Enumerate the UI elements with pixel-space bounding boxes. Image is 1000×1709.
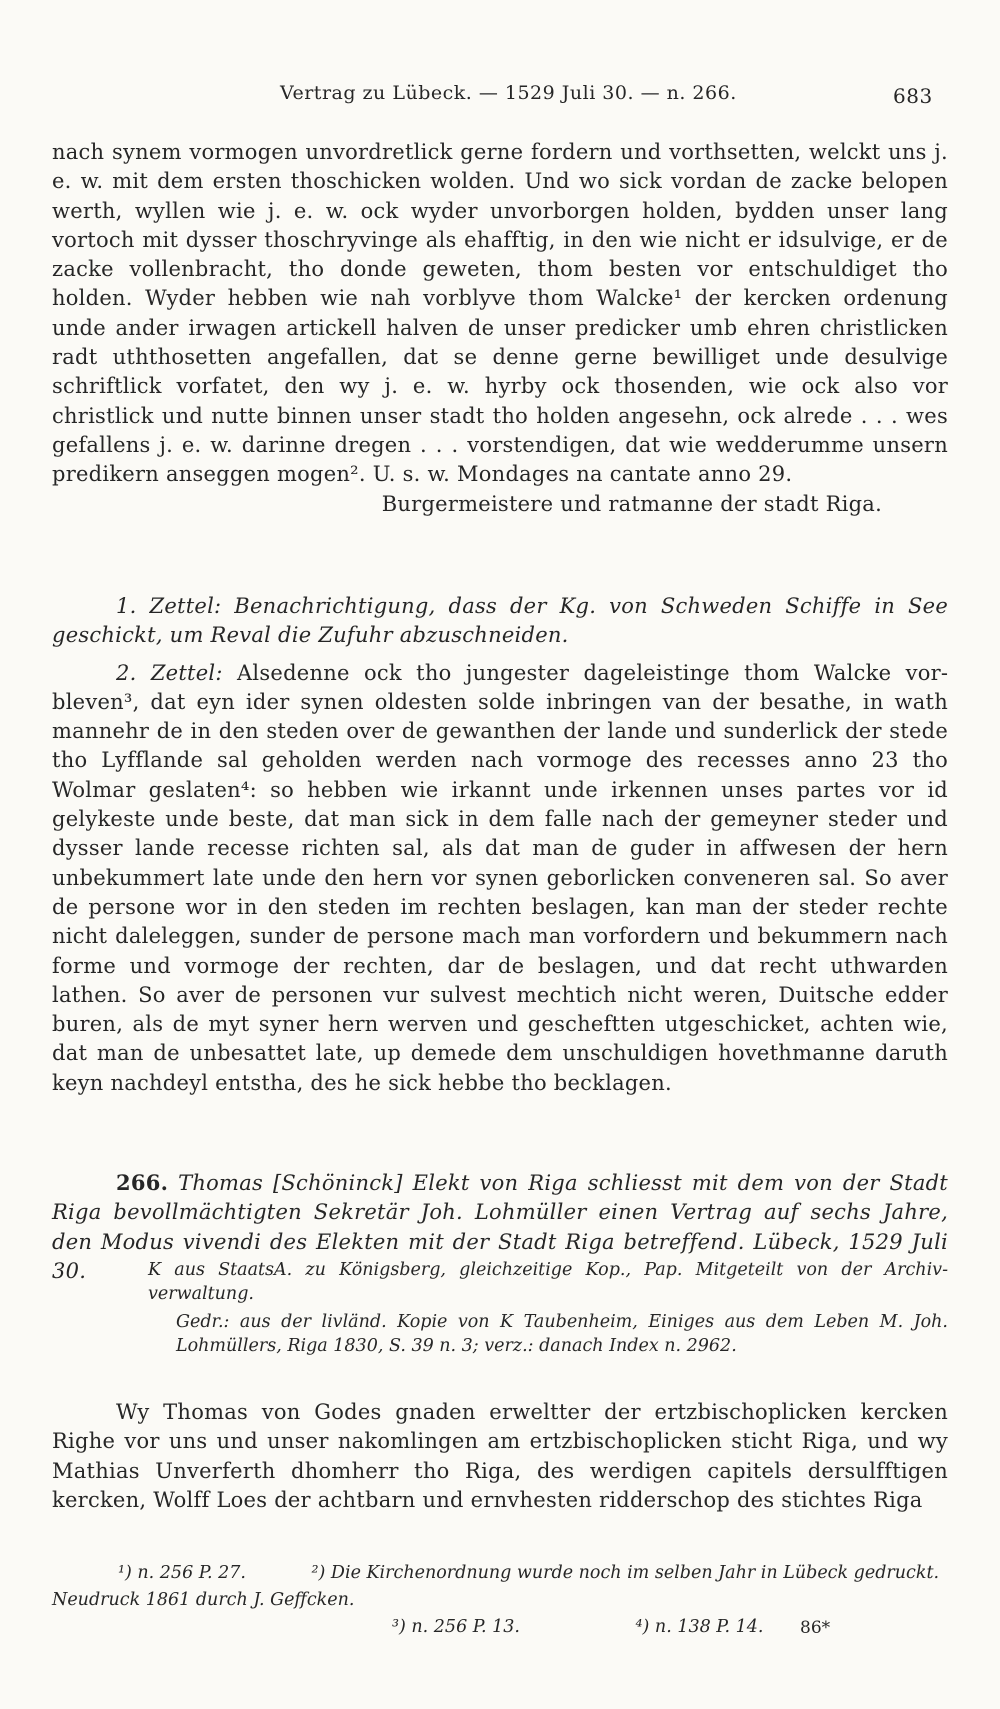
footnote-4: ⁴) n. 138 P. 14. xyxy=(635,1617,764,1637)
page-number: 683 xyxy=(893,84,933,108)
document-266-text-block xyxy=(52,1398,948,1515)
document-number: 266. xyxy=(116,1170,169,1195)
footnote-1: ¹) n. 256 P. 27. xyxy=(118,1563,246,1583)
zettel-1: 1. Zettel: Benachrichtigung, dass der Kg. von Schweden Schiffe in See geschickt, um Reval die Zufuhr abzuschneiden. xyxy=(52,594,948,648)
zettel-block xyxy=(52,592,948,1098)
document-heading-text: Thomas [Schöninck] Elekt von Riga schliesst mit dem von der Stadt Riga bevollmächtigten Sekretär Joh. Lohmüller einen Vertrag auf sechs Jahre, den Modus vivendi des Elekten mit der Stadt Riga betreffend. Lübeck, 1529 Juli 30. xyxy=(52,1171,948,1283)
signature-mark: 86* xyxy=(800,1618,831,1638)
source-notes xyxy=(148,1258,948,1358)
zettel-2-text: Alsedenne ock tho jungester dageleistinge thom Walcke vorbleven³, dat eyn ider synen oldesten solde inbringen van der besathe, in wath mannehr de in den steden over de gewanthen der lande und sunderlick der stede tho Lyfflande sal geholden werden nach vormoge des recesses anno 23 tho Wolmar geslaten⁴: so hebben wie irkannt unde irkennen unses partes vor id gelykeste unde beste, dat man sick in dem falle nach der gemeyner steder und dysser lande recesse richten sal, als dat man de guder in affwesen der hern unbekummert late unde den hern vor synen geborlicken conveneren sal. So aver de persone wor in den steden im rechten beslagen, kan man der steder rechte nicht daleleggen, sunder de persone mach man vorfordern und bekummern nach forme und vormoge der rechten, dar de beslagen, und dat recht uthwarden lathen. So aver de personen vur sulvest mechtich nicht weren, Duitsche edder buren, als de myt syner hern werven und gescheftten utgeschicket, achten wie, dat man de unbesattet late, up demede dem unschuldigen hovethmanne daruth keyn nachdeyl entstha, des he sick hebbe tho becklagen. xyxy=(52,660,948,1095)
source-line-1: K aus StaatsA. zu Königsberg, gleichzeitige Kop., Pap. Mitgeteilt von der Archivverwaltung. xyxy=(148,1260,948,1304)
footnote-line-1 xyxy=(52,1560,948,1614)
signature-line: Burgermeistere und ratmanne der stadt Riga. xyxy=(381,491,882,516)
footnote-3: ³) n. 256 P. 13. xyxy=(392,1617,520,1637)
footnote-2: ²) Die Kirchenordnung wurde noch im selben Jahr in Lübeck gedruckt. Neudruck 1861 durch J. Geffcken. xyxy=(52,1563,940,1610)
body-paragraph-block xyxy=(52,138,948,519)
body-paragraph: nach synem vormogen unvordretlick gerne fordern und vorthsetten, welckt uns j. e. w. mit dem ersten thoschicken wolden. Und wo sick vordan de zacke belopen werth, wyllen wie j. e. w. ock wyder unvorborgen holden, bydden unser lang vortoch mit dysser thoschryvinge als ehafftig, in den wie nicht er idsulvige, er de zacke vollenbracht, tho donde geweten, thom besten vor entschuldiget tho holden. Wyder hebben wie nah vorblyve thom Walcke¹ der kercken ordenung unde ander irwagen artickell halven de unser predicker umb ehren christlicken radt uththosetten angefallen, dat se denne gerne bewilliget unde desulvige schriftlick vorfatet, den wy j. e. w. hyrby ock thosenden, wie ock also vor christlick und nutte binnen unser stadt tho holden angesehn, ock alrede . . . wes gefallens j. e. w. darinne dregen . . . vorstendigen, dat wie wedderumme unsern predikern anseggen mogen². U. s. w. Mondages na cantate anno 29. xyxy=(52,140,948,487)
zettel-2-label: 2. Zettel: xyxy=(116,660,223,685)
source-line-2: Gedr.: aus der livländ. Kopie von K Taubenheim, Einiges aus dem Leben M. Joh. Lohmüllers, Riga 1830, S. 39 n. 3; verz.: danach Index n. 2962. xyxy=(176,1312,948,1356)
zettel-2 xyxy=(52,659,948,1098)
document-266-text: Wy Thomas von Godes gnaden erweltter der ertzbischoplicken kercken Righe vor uns und unser nakomlingen am ertzbischoplicken sticht Riga, und wy Mathias Unverferth dhomherr tho Riga, des werdigen capitels dersulfftigen kercken, Wolff Loes der achtbarn und ernvhesten ridderschop des stichtes Riga xyxy=(52,1400,948,1512)
running-title: Vertrag zu Lübeck. — 1529 Juli 30. — n. 266. xyxy=(280,82,737,104)
